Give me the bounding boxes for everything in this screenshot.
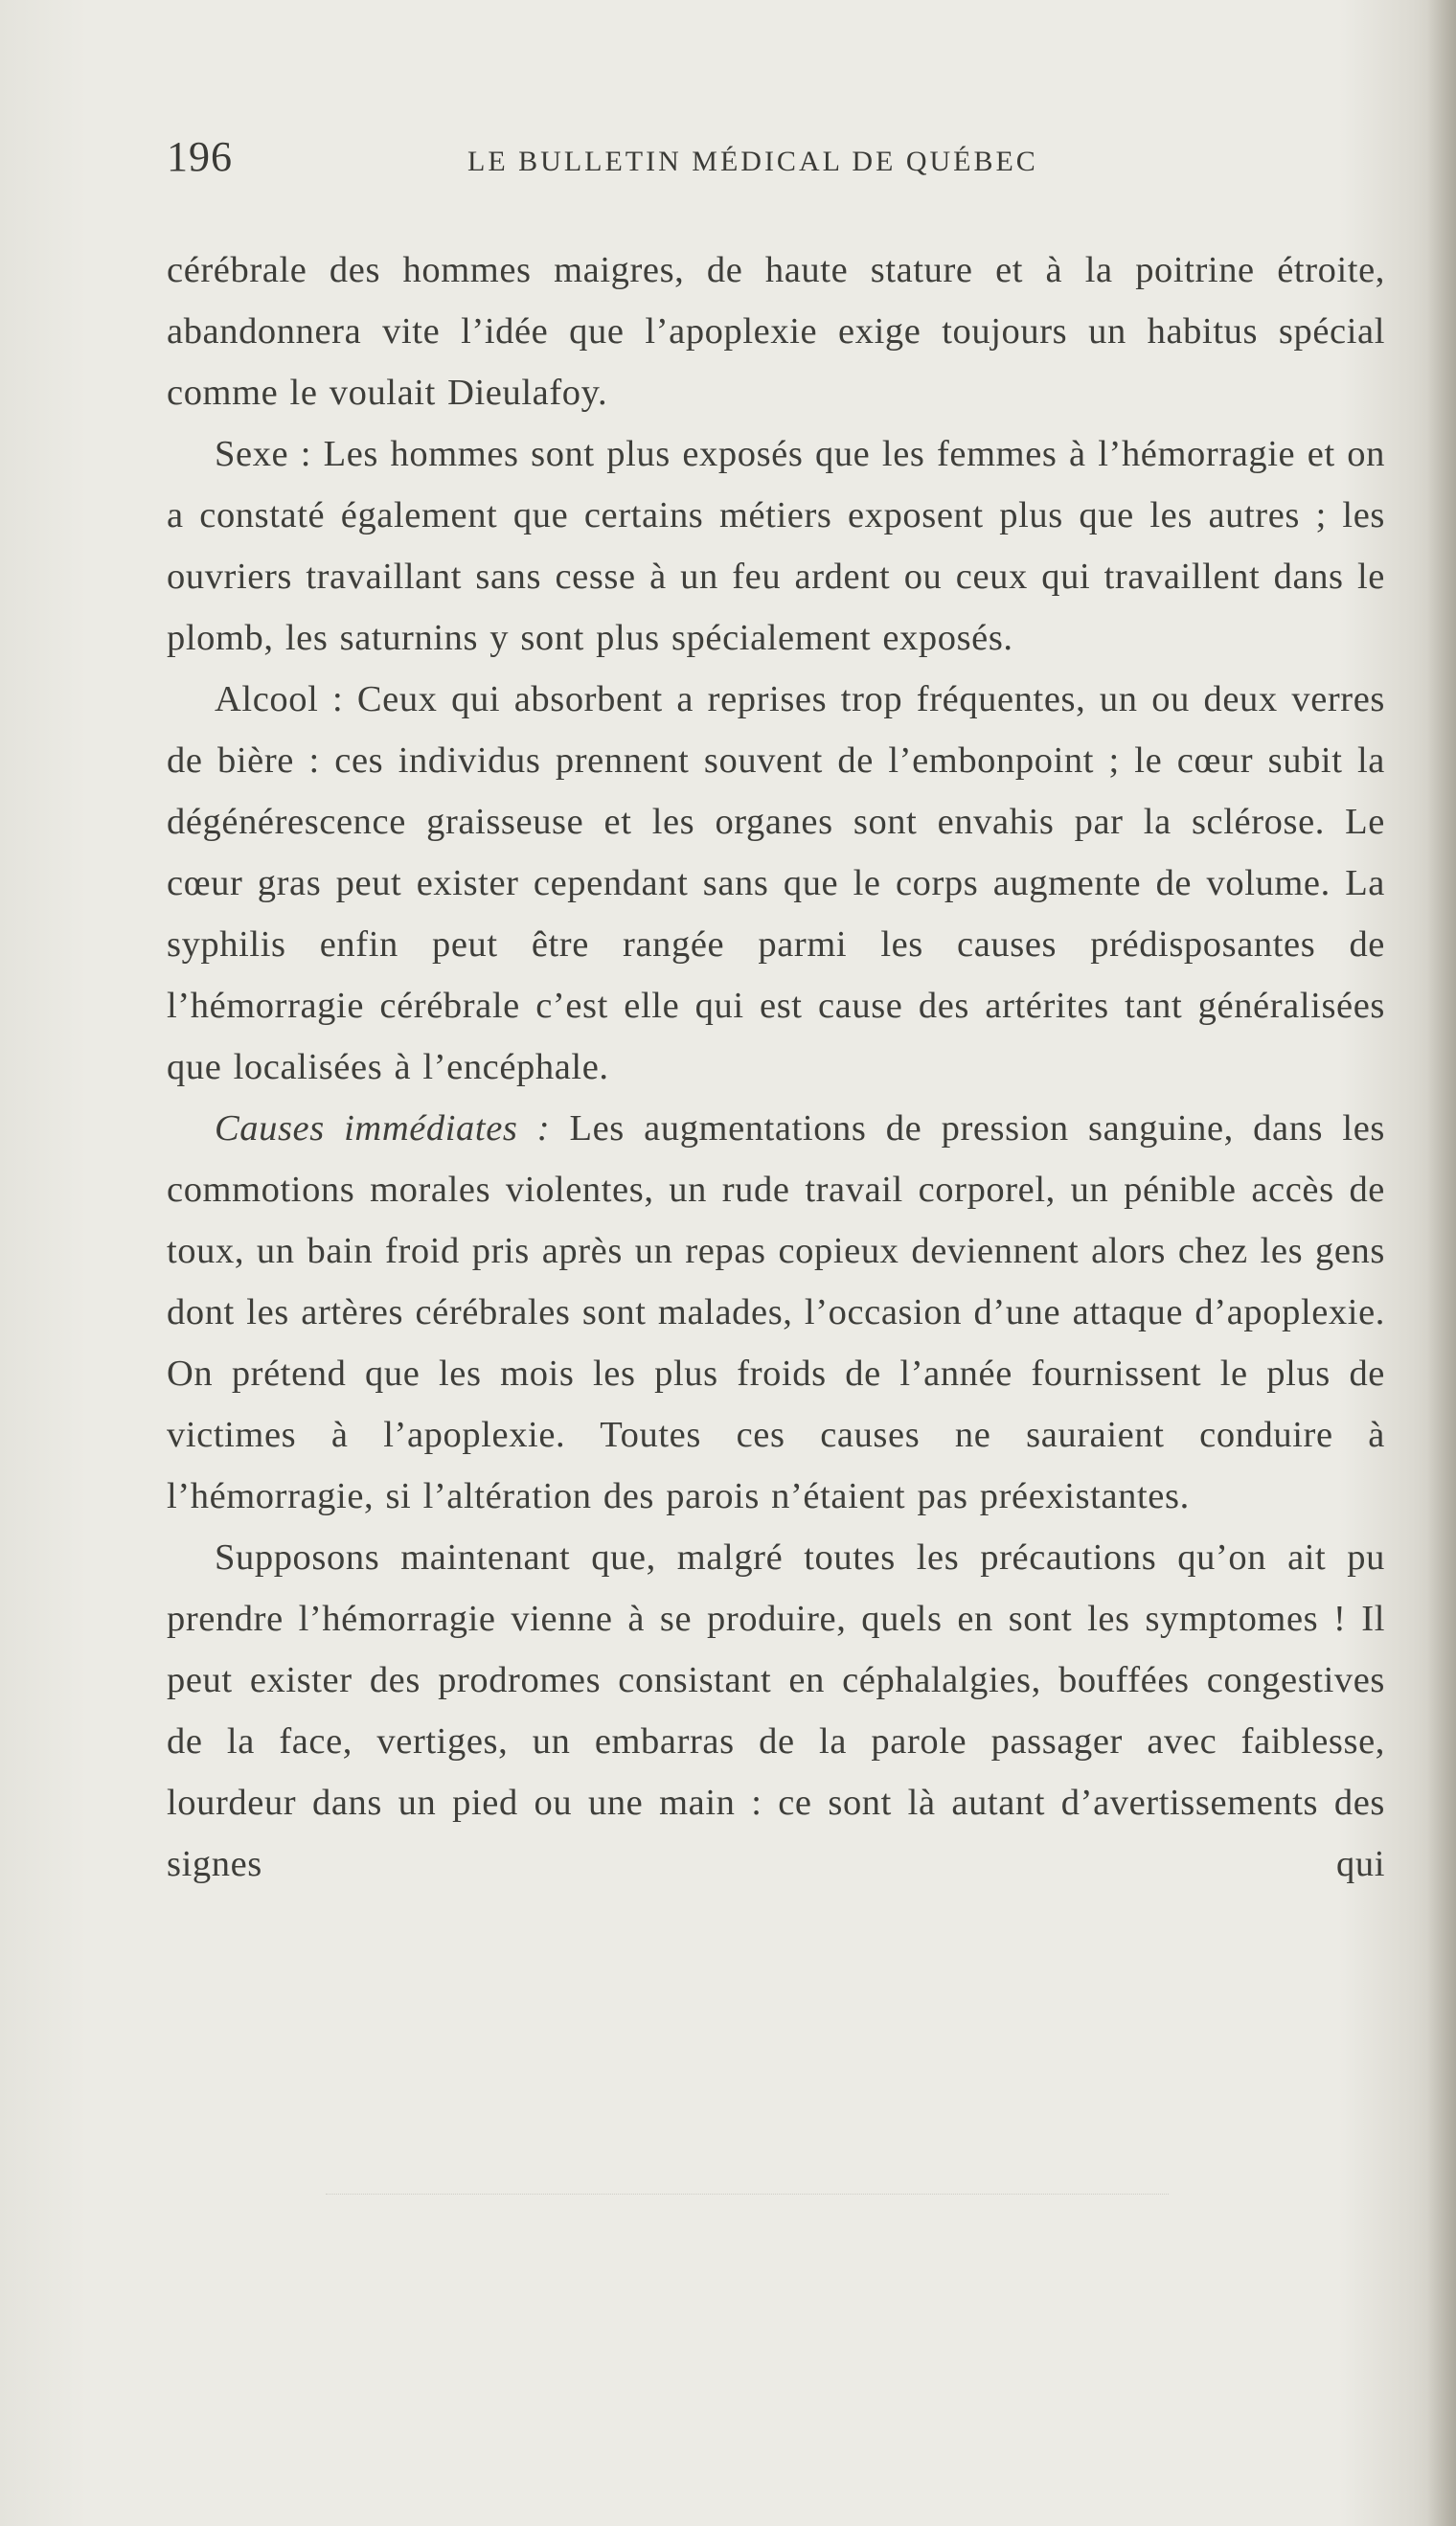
paragraph-text: Sexe : Les hommes sont plus exposés que les femmes à l’hémorragie et on a constaté également que certains métiers exposent plus que les autres ; les ouvriers travaillant sans cesse à un feu ardent ou ceux qui travaillent dans le plomb, les saturnins y sont plus spécialement exposés. — [167, 434, 1385, 658]
body-text — [167, 239, 1385, 1895]
page-header — [167, 132, 1393, 190]
paragraph-symptomes — [167, 1527, 1385, 1895]
page-edge-shadow — [1427, 0, 1456, 2526]
paragraph-text: Les augmentations de pression sanguine, dans les commotions morales violentes, un rude travail corporel, un pénible accès de toux, un bain froid pris après un repas copieux deviennent alors chez les gens dont les artères cérébrales sont malades, l’occasion d’une attaque d’apoplexie. On prétend que les mois les plus froids de l’année fournissent le plus de victimes à l’apoplexie. Toutes ces causes ne sauraient conduire à l’hémorragie, si l’altération des parois n’étaient pas préexistantes. — [167, 1108, 1385, 1516]
paragraph-lead-italic: Causes immédiates : — [215, 1108, 551, 1149]
paragraph-alcool — [167, 669, 1385, 1098]
paragraph-text: Alcool : Ceux qui absorbent a reprises trop fréquentes, un ou deux verres de bière : ces individus prennent souvent de l’embonpoint ; le cœur subit la dégénérescence graisseuse et les organes sont envahis par la sclérose. Le cœur gras peut exister cependant sans que le corps augmente de volume. La syphilis enfin peut être rangée parmi les causes prédisposantes de l’hémorragie cérébrale c’est elle qui est cause des artérites tant généralisées que localisées à l’encéphale. — [167, 679, 1385, 1087]
paragraph-sexe — [167, 423, 1385, 669]
paragraph-continuation — [167, 239, 1385, 423]
faint-print-mark — [326, 2194, 1169, 2196]
paragraph-text: cérébrale des hommes maigres, de haute stature et à la poitrine étroite, abandonnera vite l’idée que l’apoplexie exige toujours un habitus spécial comme le voulait Dieulafoy. — [167, 250, 1385, 413]
paragraph-causes-immediates — [167, 1098, 1385, 1527]
running-head: LE BULLETIN MÉDICAL DE QUÉBEC — [467, 146, 1038, 177]
page-number: 196 — [167, 133, 233, 180]
paragraph-text: Supposons maintenant que, malgré toutes les précautions qu’on ait pu prendre l’hémorragie vienne à se produire, quels en sont les symptomes ! Il peut exister des prodromes consistant en céphalalgies, bouffées congestives de la face, vertiges, un embarras de la parole passager avec faiblesse, lourdeur dans un pied ou une main : ce sont là autant d’avertissements des signes qui — [167, 1537, 1385, 1884]
